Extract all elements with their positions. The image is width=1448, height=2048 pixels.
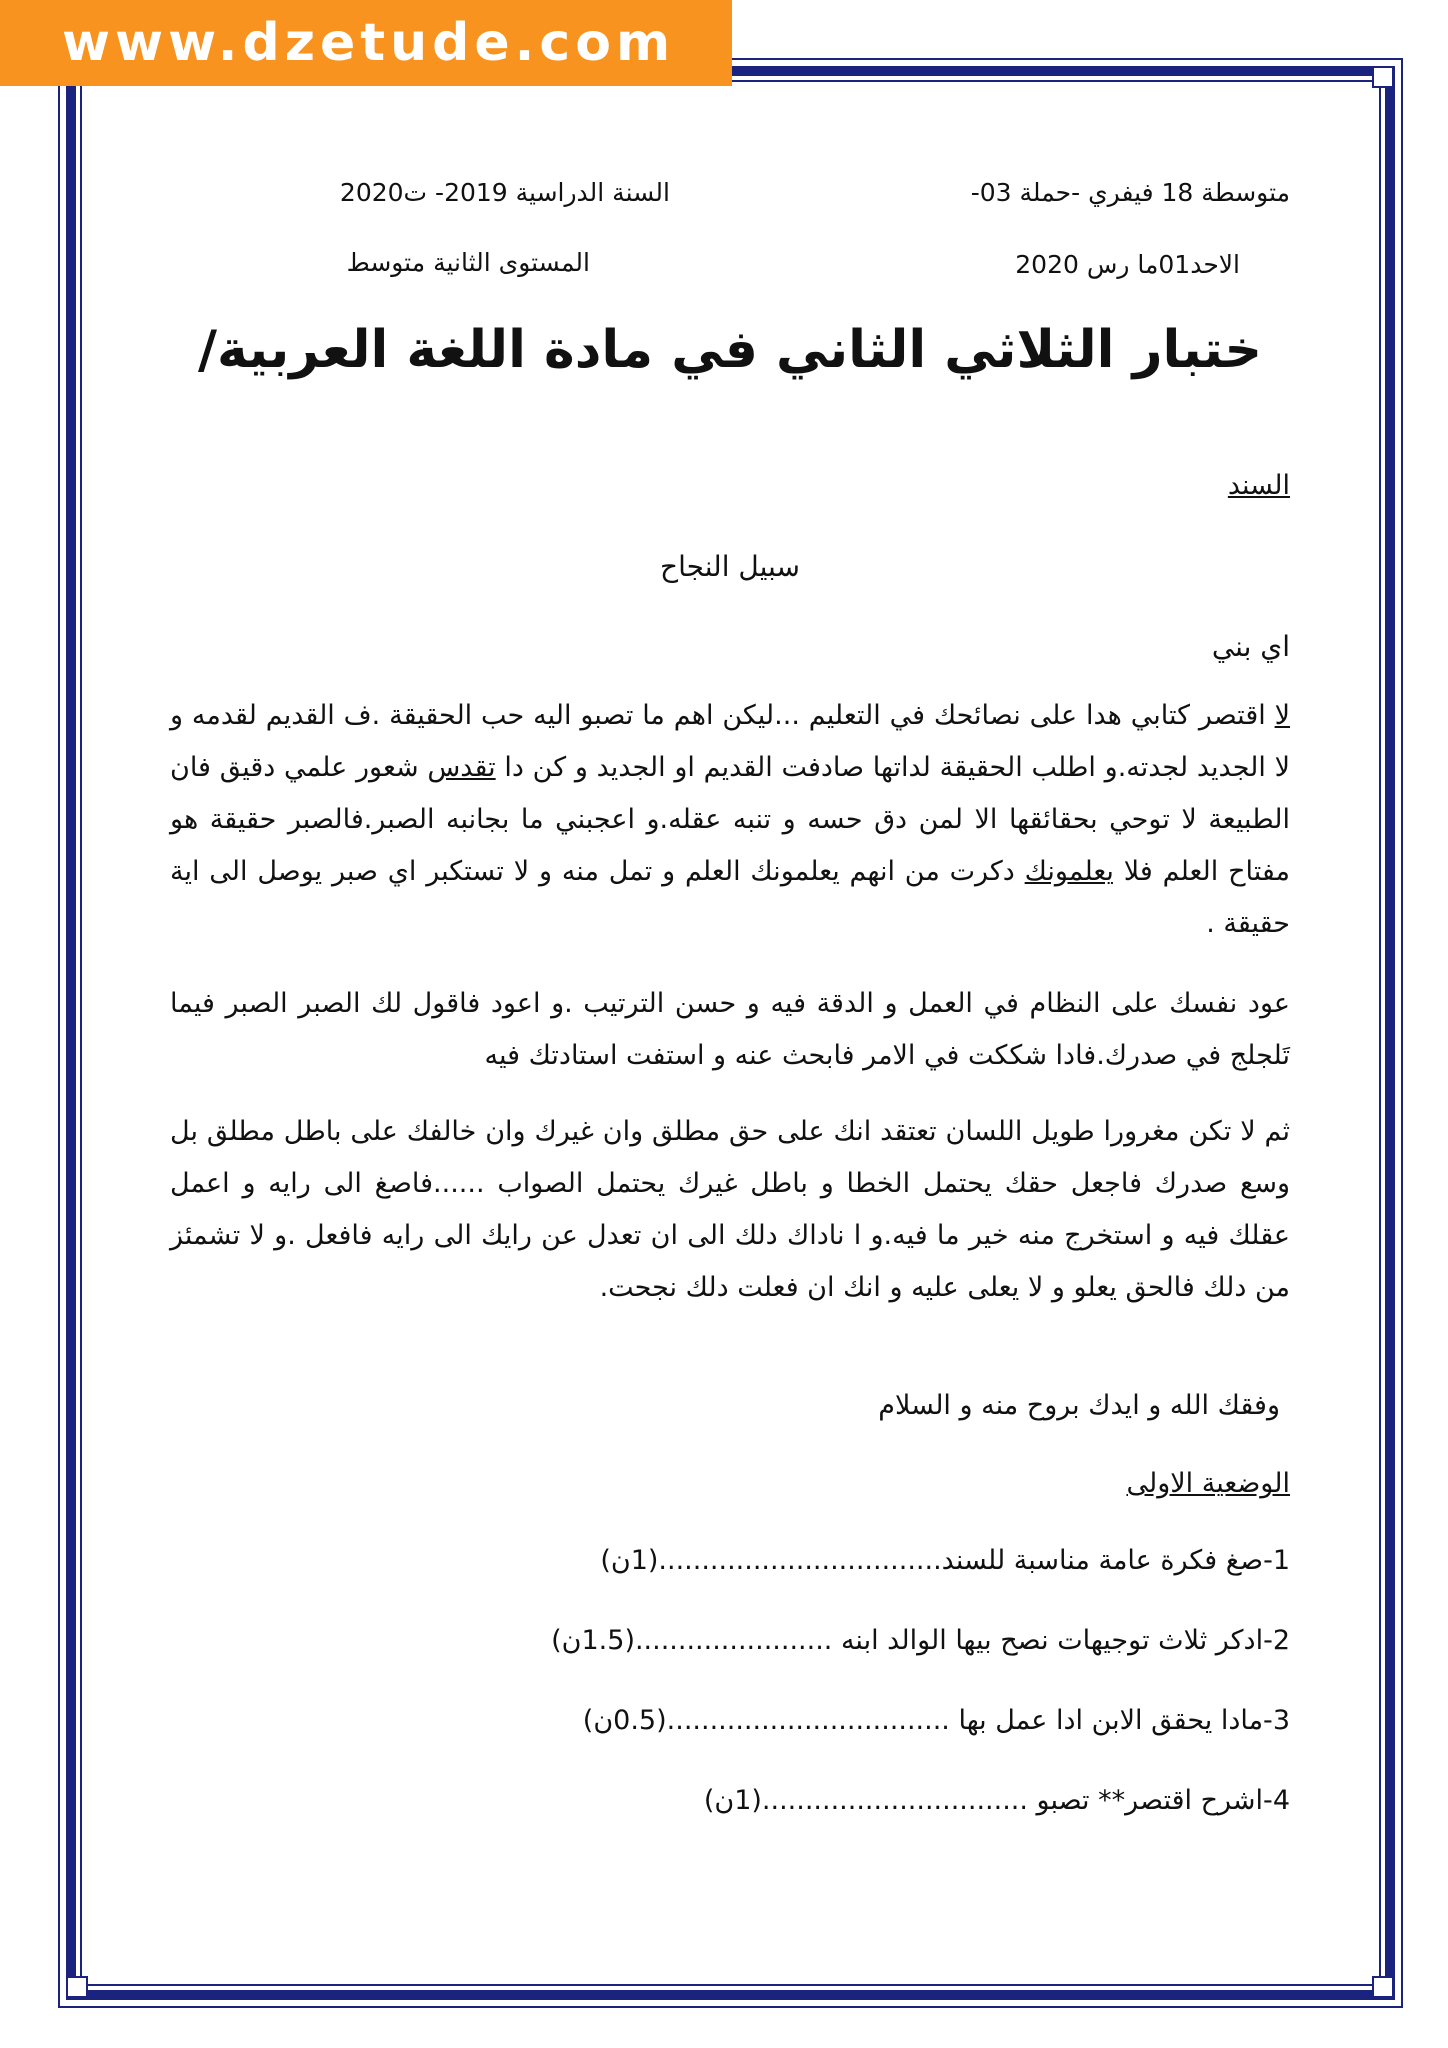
greeting: اي بني bbox=[1211, 630, 1290, 663]
question-2: 2-ادكر ثلاث توجيهات نصح بيها الوالد ابنه .......................(1.5ن) bbox=[551, 1625, 1290, 1656]
situation-label: الوضعية الاولى bbox=[1126, 1468, 1290, 1499]
paragraph-1 bbox=[170, 690, 1290, 950]
question-1: 1-صغ فكرة عامة مناسبة للسند.................................(1ن) bbox=[600, 1545, 1290, 1576]
closing-line: وفقك الله و ايدك بروح منه و السلام bbox=[878, 1390, 1280, 1421]
question-3: 3-مادا يحقق الابن ادا عمل بها .................................(0.5ن) bbox=[582, 1705, 1290, 1736]
paragraph-3: ثم لا تكن مغرورا طويل اللسان تعتقد انك على حق مطلق وان غيرك وان خالفك على باطل مطلق بل وسع صدرك فاجعل حقك يحتمل الخطا و باطل غيرك يحتمل الصواب ......فاصغ الى رايه و اعمل عقلك فيه و استخرج منه خير ما فيه.و ا ناداك دلك الى ان تعدل عن رايك الى رايه فافعل .و لا تشمئز من دلك فالحق يعلو و لا يعلى عليه و انك ان فعلت دلك نجحت. bbox=[170, 1116, 1290, 1303]
exam-page bbox=[170, 160, 1290, 1960]
underlined-word: يعلمونك bbox=[1024, 856, 1114, 887]
watermark-banner: www.dzetude.com bbox=[0, 0, 732, 86]
border-corner-top-right bbox=[1372, 66, 1394, 88]
exam-title: ختبار الثلاثي الثاني في مادة اللغة العربية/ bbox=[198, 320, 1262, 380]
exam-date: الاحد01ما رس 2020 bbox=[1015, 250, 1240, 279]
underlined-word: تقدس bbox=[427, 752, 496, 783]
paragraph-1-text-b: شعور علمي دقيق فان الطبيعة لا توحي بحقائقها الا لمن دق حسه و تنبه عقله.و اعجبني ما بجانبه الصبر.فالصبر حقيقة هو مفتاح العلم فلا bbox=[170, 752, 1290, 887]
border-corner-bottom-left bbox=[66, 1976, 88, 1998]
sanad-label: السند bbox=[1227, 470, 1290, 501]
text-title: سبيل النجاح bbox=[660, 550, 800, 583]
school-year: السنة الدراسية 2019- ت2020 bbox=[339, 178, 670, 207]
underlined-word: لا bbox=[1274, 700, 1290, 731]
question-4: 4-اشرح اقتصر** تصبو ...............................(1ن) bbox=[703, 1785, 1290, 1816]
paragraph-1-text-a: اقتصر كتابي هدا على نصائحك في التعليم ...ليكن اهم ما تصبو اليه حب الحقيقة .ف القديم لقدمه و لا الجديد لجدته.و اطلب الحقيقة لداتها صادفت القديم او الجديد و كن دا bbox=[170, 700, 1290, 783]
class-level: المستوى الثانية متوسط bbox=[346, 248, 590, 277]
paragraph-1-text-c: دكرت من انهم يعلمونك العلم و تمل منه و لا تستكبر اي صبر يوصل الى اية حقيقة . bbox=[170, 856, 1290, 939]
paragraph-2: عود نفسك على النظام في العمل و الدقة فيه و حسن الترتيب .و اعود فاقول لك الصبر الصبر فيما تَلجلج في صدرك.فادا شككت في الامر فابحث عنه و استفت استادتك فيه bbox=[170, 988, 1290, 1071]
border-corner-bottom-right bbox=[1372, 1976, 1394, 1998]
school-name: متوسطة 18 فيفري -حملة 03- bbox=[970, 178, 1290, 207]
